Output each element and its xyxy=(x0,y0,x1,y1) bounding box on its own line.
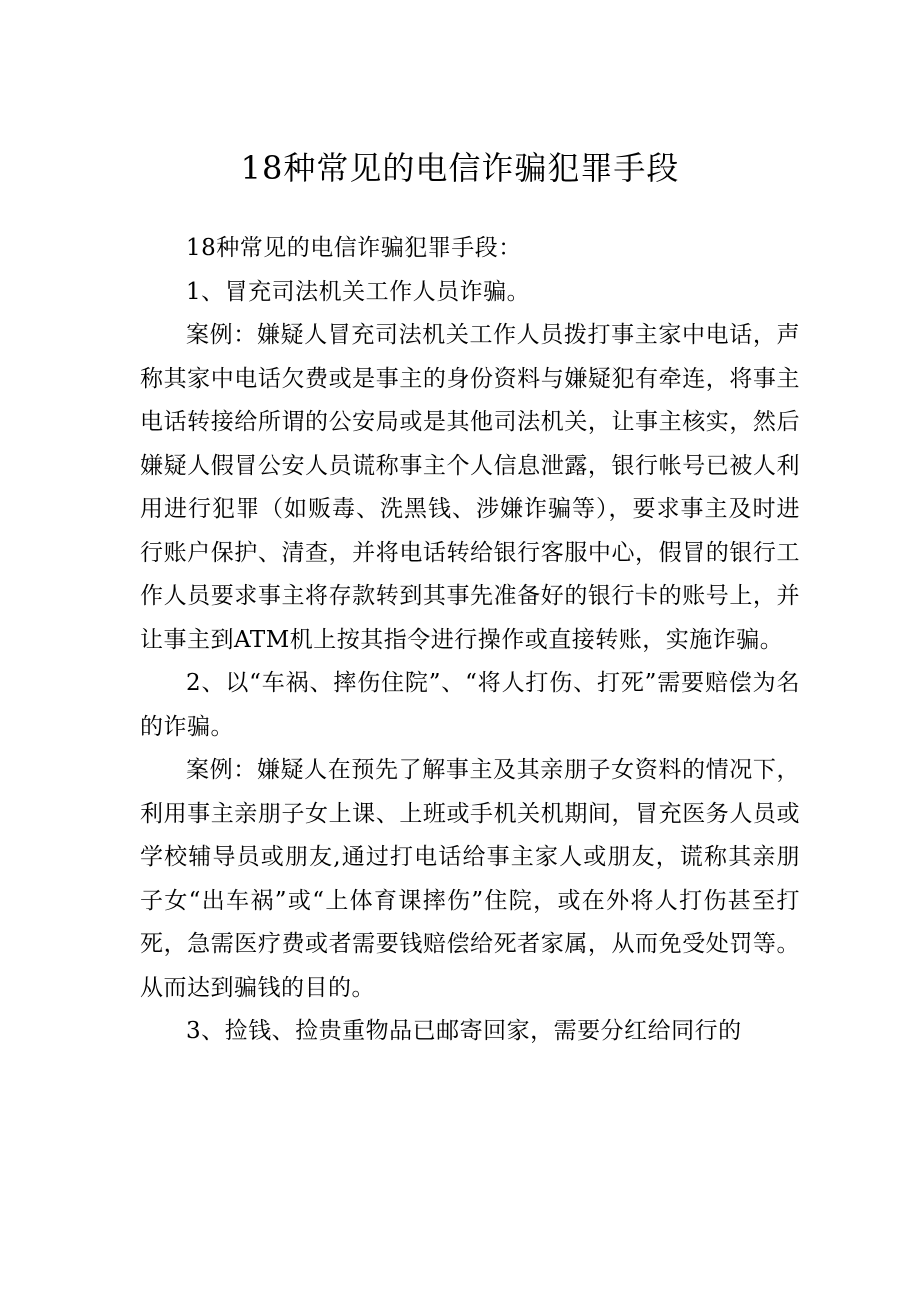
item-2-heading: 2、以“车祸、摔伤住院”、“将人打伤、打死”需要赔偿为名的诈骗。 xyxy=(140,670,800,740)
item-2-case-paragraph: 案例：嫌疑人在预先了解事主及其亲朋子女资料的情况下，利用事主亲朋子女上课、上班或手机关机期间，冒充医务人员或学校辅导员或朋友,通过打电话给事主家人或朋友，谎称其亲朋子女“出车祸”或“上体育课摔伤”住院，或在外将人打伤甚至打死，急需医疗费或者需要钱赔偿给死者家属，从而免受处罚等。从而达到骗钱的目的。 xyxy=(140,757,800,1001)
item-1-case-paragraph: 案例：嫌疑人冒充司法机关工作人员拨打事主家中电话，声称其家中电话欠费或是事主的身份资料与嫌疑犯有牵连，将事主电话转接给所谓的公安局或是其他司法机关，让事主核实，然后嫌疑人假冒公安人员谎称事主个人信息泄露，银行帐号已被人利用进行犯罪（如贩毒、洗黑钱、涉嫌诈骗等），要求事主及时进行账户保护、清查，并将电话转给银行客服中心，假冒的银行工作人员要求事主将存款转到其事先准备好的银行卡的账号上，并让事主到ATM机上按其指令进行操作或直接转账，实施诈骗。 xyxy=(140,322,800,653)
item-3-heading: 3、捡钱、捡贵重物品已邮寄回家，需要分红给同行的 xyxy=(186,1018,742,1044)
document-body xyxy=(140,227,800,1054)
item-1-heading: 1、冒充司法机关工作人员诈骗。 xyxy=(186,278,531,305)
intro-paragraph: 18种常见的电信诈骗犯罪手段： xyxy=(186,235,522,261)
document-title: 18种常见的电信诈骗犯罪手段 xyxy=(240,149,680,187)
